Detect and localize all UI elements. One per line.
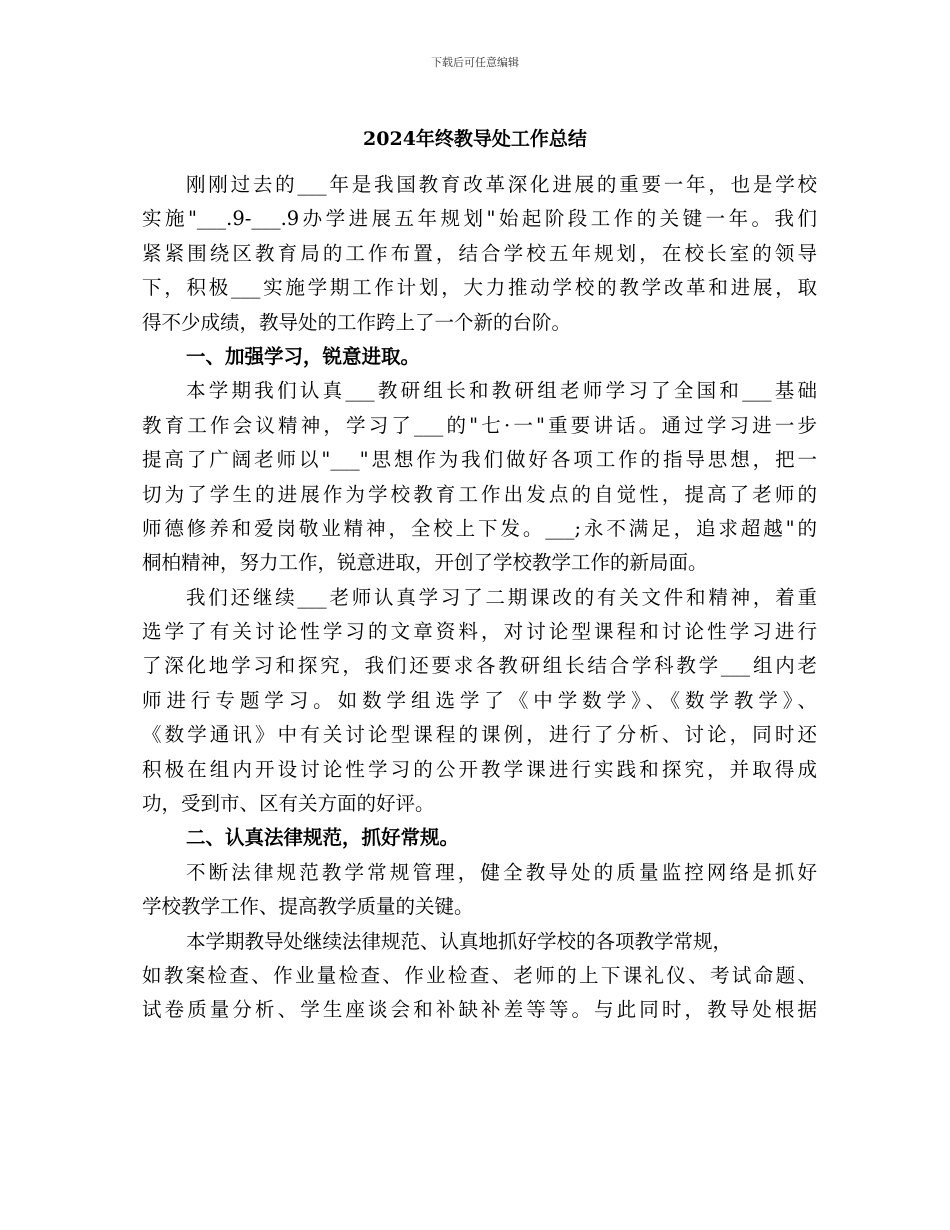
paragraph-line: 教育工作会议精神，学习了___的"七·一"重要讲话。通过学习进一步 — [142, 413, 817, 437]
paragraph-line: 学校教学工作、提高教学质量的关键。 — [142, 895, 474, 919]
paragraph-line: 选学了有关讨论性学习的文章资料，对讨论型课程和讨论性学习进行 — [142, 620, 817, 644]
paragraph-line: 了深化地学习和探究，我们还要求各教研组长结合学科教学___组内老 — [142, 654, 817, 678]
paragraph-line: 本学期教导处继续法律规范、认真地抓好学校的各项教学常规， — [186, 929, 733, 953]
paragraph-line: 试卷质量分析、学生座谈会和补缺补差等等。与此同时，教导处根据 — [142, 998, 817, 1022]
paragraph-line: 我们还继续___老师认真学习了二期课改的有关文件和精神，着重 — [186, 585, 817, 609]
paragraph-line: 积极在组内开设讨论性学习的公开教学课进行实践和探究，并取得成 — [142, 757, 817, 781]
paragraph-line: 切为了学生的进展作为学校教育工作出发点的自觉性，提高了老师的 — [142, 482, 817, 506]
paragraph-line: 提高了广阔老师以"___"思想作为我们做好各项工作的指导思想，把一 — [142, 448, 817, 472]
paragraph-line: 下，积极___实施学期工作计划，大力推动学校的教学改革和进展，取 — [142, 276, 817, 300]
paragraph-line: 如教案检查、作业量检查、作业检查、老师的上下课礼仪、考试命题、 — [142, 963, 817, 987]
paragraph-line: 刚刚过去的___年是我国教育改革深化进展的重要一年，也是学校 — [186, 173, 817, 196]
paragraph-line: 本学期我们认真___教研组长和教研组老师学习了全国和___基础 — [186, 379, 817, 403]
header-note: 下载后可任意编辑 — [431, 56, 519, 69]
paragraph-line: 师进行专题学习。如数学组选学了《中学数学》、《数学教学》、 — [142, 688, 817, 712]
paragraph-line: 功，受到市、区有关方面的好评。 — [142, 792, 435, 816]
paragraph-line: 桐柏精神，努力工作，锐意进取，开创了学校教学工作的新局面。 — [142, 551, 708, 575]
document-body — [142, 168, 817, 1028]
paragraph-line: 师德修养和爱岗敬业精神，全校上下发。___;永不满足，追求超越"的 — [142, 516, 817, 540]
paragraph-line: 实施"___.9-___.9办学进展五年规划"始起阶段工作的关键一年。我们 — [142, 207, 817, 231]
section-heading-2: 二、认真法律规范，抓好常规。 — [186, 826, 460, 850]
document-title: 2024年终教导处工作总结 — [363, 128, 587, 150]
paragraph-line: 紧紧围绕区教育局的工作布置，结合学校五年规划，在校长室的领导 — [142, 241, 817, 265]
section-heading-1: 一、加强学习，锐意进取。 — [186, 344, 421, 368]
paragraph-line: 《数学通讯》中有关讨论型课程的课例，进行了分析、讨论，同时还 — [142, 723, 817, 747]
paragraph-line: 不断法律规范教学常规管理，健全教导处的质量监控网络是抓好 — [186, 860, 817, 884]
paragraph-line: 得不少成绩，教导处的工作跨上了一个新的台阶。 — [142, 310, 572, 334]
